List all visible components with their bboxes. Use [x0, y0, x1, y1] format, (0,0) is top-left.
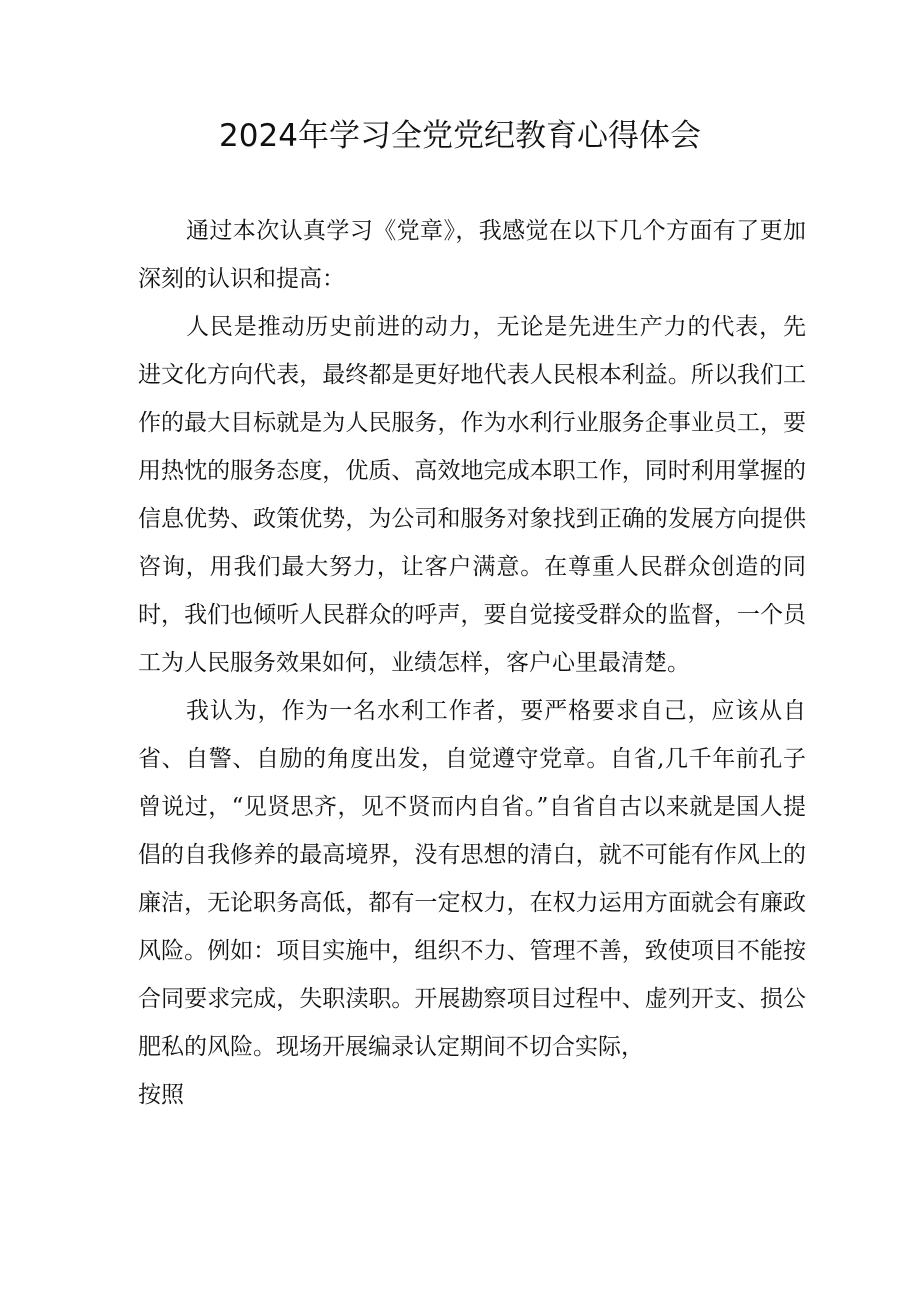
paragraph-intro: 通过本次认真学习《党章》，我感觉在以下几个方面有了更加深刻的认识和提高：	[138, 218, 806, 292]
paragraph-people: 人民是推动历史前进的动力，无论是先进生产力的代表，先进文化方向代表，最终都是更好地代表人民根本利益。所以我们工作的最大目标就是为人民服务，作为水利行业服务企事业员工，要用热忱的服务态度，优质、高效地完成本职工作，同时利用掌握的信息优势、政策优势，为公司和服务对象找到正确的发展方向提供咨询，用我们最大努力，让客户满意。在尊重人民群众创造的同时，我们也倾听人民群众的呼声，要自觉接受群众的监督，一个员工为人民服务效果如何，业绩怎样，客户心里最清楚。	[138, 314, 806, 676]
paragraph-continuation: 按照	[138, 1082, 184, 1108]
document-body	[138, 207, 806, 1119]
document-title: 2024年学习全党党纪教育心得体会	[219, 118, 701, 154]
paragraph-self-reflection: 我认为，作为一名水利工作者，要严格要求自己，应该从自省、自警、自励的角度出发，自觉遵守党章。自省,几千年前孔子曾说过，“见贤思齐，见不贤而内自省。”自省自古以来就是国人提倡的自我修养的最高境界，没有思想的清白，就不可能有作风上的廉洁，无论职务高低，都有一定权力，在权力运用方面就会有廉政风险。例如：项目实施中，组织不力、管理不善，致使项目不能按合同要求完成，失职渎职。开展勘察项目过程中、虚列开支、损公肥私的风险。现场开展编录认定期间不切合实际，	[138, 698, 806, 1060]
